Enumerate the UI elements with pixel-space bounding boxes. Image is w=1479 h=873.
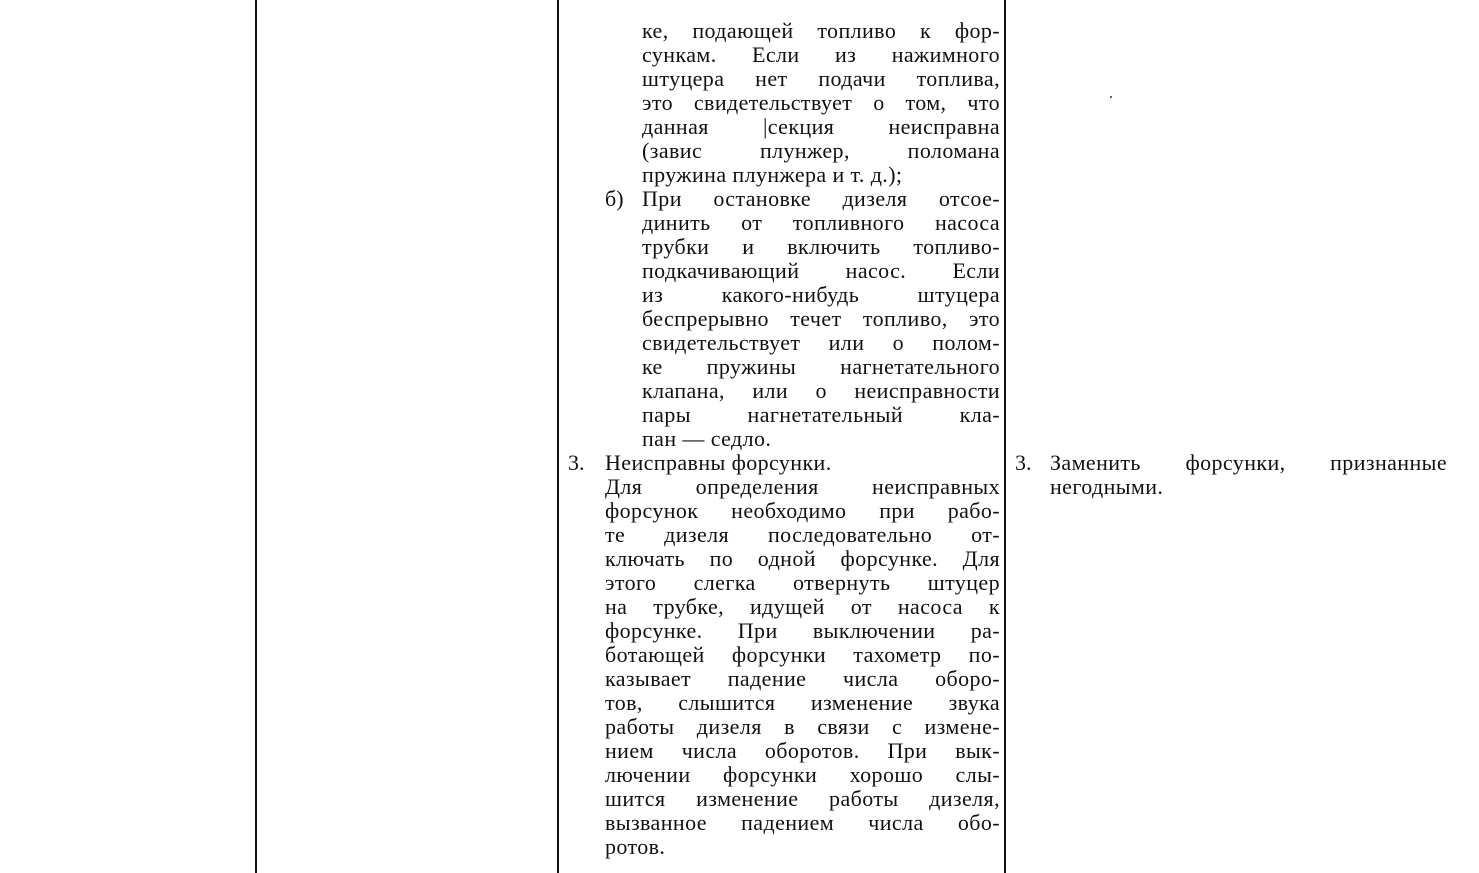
text-line: негодными. <box>1050 474 1164 499</box>
text-line: Заменить форсунки, признанные <box>1050 450 1447 475</box>
text-line: нием числа оборотов. При вык- <box>605 738 1000 763</box>
text-line: лючении форсунки хорошо слы- <box>605 762 1000 787</box>
text-line: из какого-нибудь штуцера <box>642 282 1000 307</box>
text-line: трубки и включить топливо- <box>642 234 1001 259</box>
text-line: это свидетельствует о том, что <box>642 90 1000 115</box>
text-line: (завис плунжер, поломана <box>642 138 1001 163</box>
text-line: При остановке дизеля отсое- <box>642 186 1000 211</box>
text-line: Для определения неисправных <box>605 474 1000 499</box>
table-column-border <box>1004 0 1006 873</box>
scan-speck <box>1110 96 1112 98</box>
text-line: штуцера нет подачи топлива, <box>642 66 1000 91</box>
list-marker: б) <box>605 186 624 211</box>
text-line: ротов. <box>605 834 666 859</box>
text-line: данная |секция неисправна <box>642 114 1000 139</box>
text-line: динить от топливного насоса <box>642 210 1000 235</box>
text-line: вызванное падением числа обо- <box>605 810 1000 835</box>
text-line: те дизеля последовательно от- <box>605 522 1000 547</box>
text-line: подкачивающий насос. Если <box>642 258 1001 283</box>
text-line: сункам. Если из нажимного <box>642 42 1000 67</box>
item-title: Неисправны форсунки. <box>605 450 832 475</box>
text-line: тов, слышится изменение звука <box>605 690 1001 715</box>
text-line: форсунке. При выключении ра- <box>605 618 1000 643</box>
text-line: пары нагнетательный кла- <box>642 402 1000 427</box>
text-line: на трубке, идущей от насоса к <box>605 594 1000 619</box>
table-column-border <box>557 0 559 873</box>
item-number: 3. <box>1015 450 1032 475</box>
text-line: шится изменение работы дизеля, <box>605 786 1000 811</box>
text-line: казывает падение числа оборо- <box>605 666 1001 691</box>
text-line: этого слегка отвернуть штуцер <box>605 570 1000 595</box>
text-line: работы дизеля в связи с измене- <box>605 714 1000 739</box>
text-line: беспрерывно течет топливо, это <box>642 306 1000 331</box>
text-line: клапана, или о неисправности <box>642 378 1001 403</box>
item-number: 3. <box>568 450 585 475</box>
text-line: свидетельствует или о полом- <box>642 330 1000 355</box>
text-line: пан — седло. <box>642 426 772 451</box>
text-line: форсунок необходимо при рабо- <box>605 498 1000 523</box>
text-line: ботающей форсунки тахометр по- <box>605 642 1000 667</box>
table-column-border <box>255 0 257 873</box>
text-line: ключать по одной форсунке. Для <box>605 546 1000 571</box>
text-line: ке, подающей топливо к фор- <box>642 18 1001 43</box>
text-line: ке пружины нагнетательного <box>642 354 1000 379</box>
text-line: пружина плунжера и т. д.); <box>642 162 903 187</box>
